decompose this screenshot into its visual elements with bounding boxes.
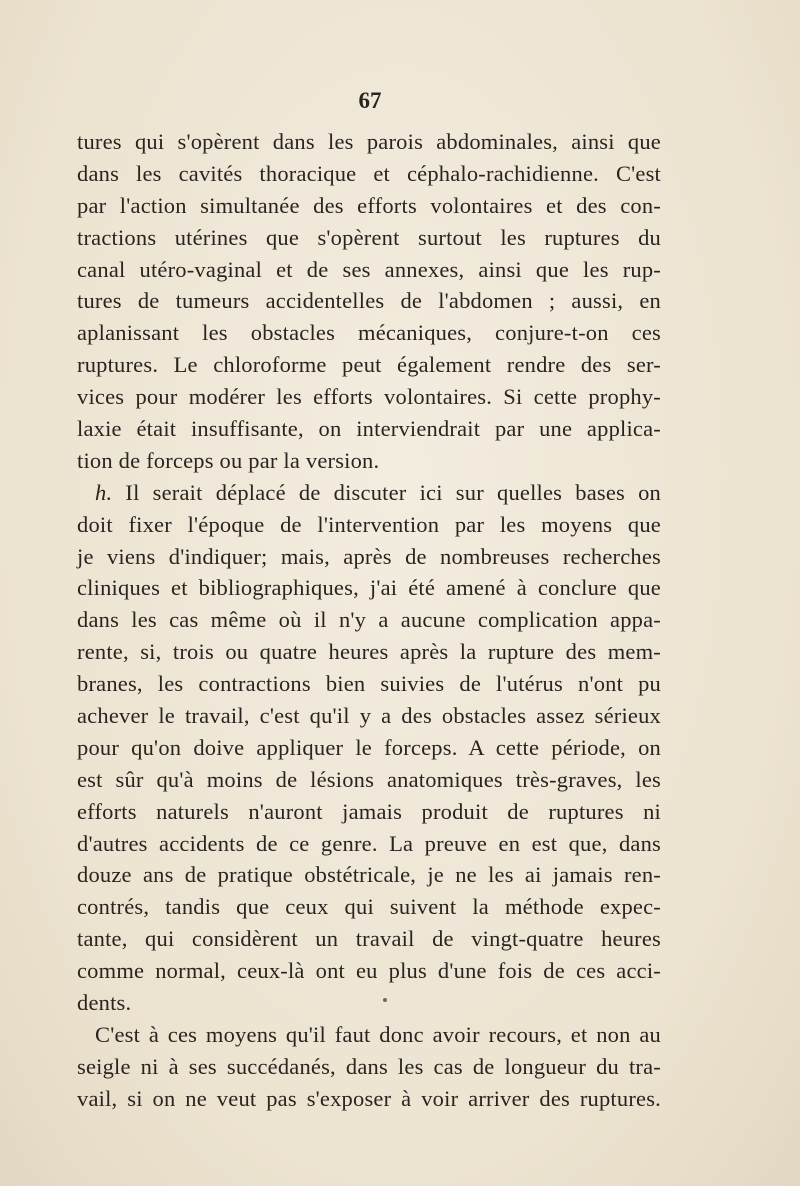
text-line: douze ans de pratique obstétricale, je ne les ai jamais ren-: [77, 862, 661, 888]
body-text: [77, 126, 661, 1115]
text-line: efforts naturels n'auront jamais produit de ruptures ni: [77, 798, 661, 824]
page-number: 67: [358, 88, 382, 113]
text-line: canal utéro-vaginal et de ses annexes, ainsi que les rup-: [77, 256, 661, 282]
text-line: tion de forceps ou par la version.: [77, 447, 380, 473]
text-line: par l'action simultanée des efforts volontaires et des con-: [77, 192, 661, 218]
text-line: tures qui s'opèrent dans les parois abdominales, ainsi que: [77, 129, 661, 154]
text-line: seigle ni à ses succédanés, dans les cas de longueur du tra-: [77, 1053, 661, 1079]
text-line: rente, si, trois ou quatre heures après la rupture des mem-: [77, 639, 661, 665]
text-line: je viens d'indiquer; mais, après de nombreuses recherches: [77, 543, 661, 569]
text-line: tractions utérines que s'opèrent surtout les ruptures du: [77, 224, 661, 250]
text-line: branes, les contractions bien suivies de l'utérus n'ont pu: [77, 671, 661, 697]
text-line: vices pour modérer les efforts volontaires. Si cette prophy-: [77, 384, 661, 410]
text-line: tures de tumeurs accidentelles de l'abdomen ; aussi, en: [77, 288, 661, 314]
text-line: cliniques et bibliographiques, j'ai été amené à conclure que: [77, 575, 661, 601]
text-line: achever le travail, c'est qu'il y a des obstacles assez sérieux: [77, 703, 661, 729]
text-line: laxie était insuffisante, on interviendrait par une applica-: [77, 416, 661, 442]
text-line: d'autres accidents de ce genre. La preuve en est que, dans: [77, 830, 661, 856]
text-line: dents.: [77, 990, 132, 1016]
text-line-content: Il serait déplacé de discuter ici sur quelles bases on: [125, 479, 662, 505]
text-line: contrés, tandis que ceux qui suivent la méthode expec-: [77, 894, 661, 920]
text-line: dans les cas même où il n'y a aucune complication appa-: [77, 607, 661, 633]
paper-speck: [383, 998, 387, 1002]
text-line: comme normal, ceux-là ont eu plus d'une fois de ces acci-: [77, 958, 661, 984]
text-line: ruptures. Le chloroforme peut également rendre des ser-: [77, 352, 661, 378]
text-line: est sûr qu'à moins de lésions anatomiques très-graves, les: [77, 766, 661, 792]
section-marker: h.: [95, 479, 113, 505]
text-line: tante, qui considèrent un travail de vingt-quatre heures: [77, 926, 661, 952]
text-line: dans les cavités thoracique et céphalo-rachidienne. C'est: [77, 160, 661, 186]
text-line: C'est à ces moyens qu'il faut donc avoir recours, et non au: [95, 1021, 661, 1047]
text-line: pour qu'on doive appliquer le forceps. A cette période, on: [77, 734, 661, 760]
text-line-first: [77, 477, 661, 509]
text-line: doit fixer l'époque de l'intervention par les moyens que: [77, 511, 661, 537]
text-line: vail, si on ne veut pas s'exposer à voir arriver des ruptures.: [77, 1085, 661, 1111]
text-line: aplanissant les obstacles mécaniques, conjure-t-on ces: [77, 320, 661, 346]
